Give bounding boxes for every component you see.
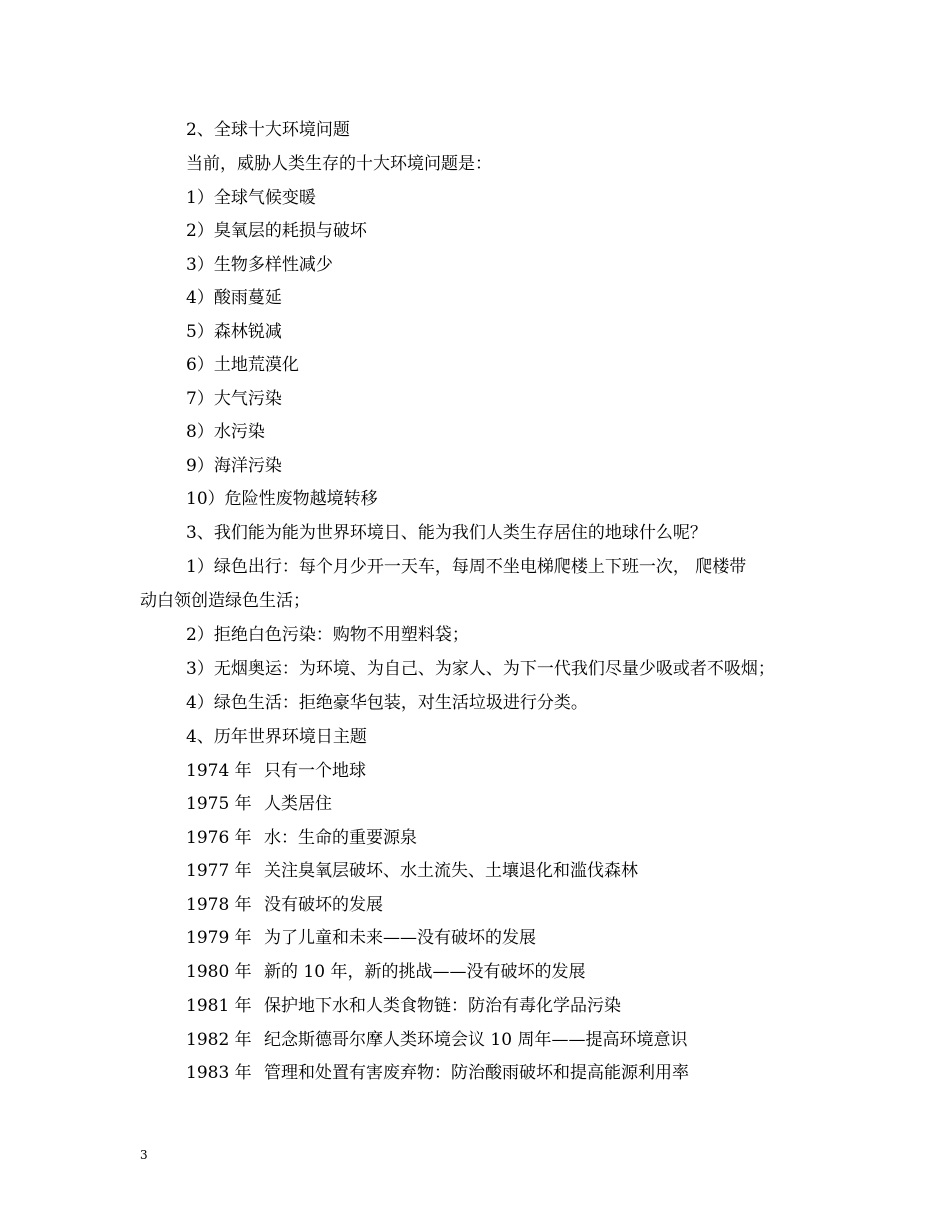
theme-row [186, 827, 417, 849]
list-item: 8）水污染 [186, 422, 265, 442]
theme-row [186, 860, 638, 882]
list-item: 2）臭氧层的耗损与破坏 [186, 221, 367, 241]
list-item: 3）生物多样性减少 [186, 255, 333, 275]
theme-year: 1982 年 [186, 1030, 252, 1050]
theme-year: 1977 年 [186, 861, 252, 881]
list-item: 9）海洋污染 [186, 456, 282, 476]
theme-row [186, 995, 621, 1017]
section3-item1-line1: 1）绿色出行：每个月少开一天车，每周不坐电梯爬楼上下班一次， 爬楼带 [186, 557, 747, 577]
theme-year: 1981 年 [186, 996, 252, 1016]
section3-item1-line2: 动白领创造绿色生活； [140, 591, 310, 611]
theme-text: 没有破坏的发展 [264, 895, 383, 915]
section3-item3: 3）无烟奥运：为环境、为自己、为家人、为下一代我们尽量少吸或者不吸烟； [186, 659, 775, 679]
list-item: 1）全球气候变暖 [186, 188, 316, 208]
list-item: 5）森林锐减 [186, 322, 282, 342]
theme-text: 只有一个地球 [264, 761, 366, 781]
section3-heading: 3、我们能为能为世界环境日、能为我们人类生存居住的地球什么呢？ [186, 523, 707, 543]
theme-row [186, 1029, 687, 1051]
theme-row [186, 927, 536, 949]
theme-year: 1978 年 [186, 895, 252, 915]
theme-text: 管理和处置有害废弃物：防治酸雨破坏和提高能源利用率 [264, 1063, 689, 1083]
list-item: 7）大气污染 [186, 389, 282, 409]
list-item: 6）土地荒漠化 [186, 355, 299, 375]
theme-text: 新的 10 年，新的挑战——没有破坏的发展 [264, 962, 586, 982]
section2-heading: 2、全球十大环境问题 [186, 120, 350, 140]
theme-year: 1980 年 [186, 962, 252, 982]
list-item: 10）危险性废物越境转移 [186, 489, 378, 509]
list-item: 4）酸雨蔓延 [186, 288, 282, 308]
theme-year: 1975 年 [186, 794, 252, 814]
theme-year: 1979 年 [186, 928, 252, 948]
section3-item4: 4）绿色生活：拒绝豪华包装，对生活垃圾进行分类。 [186, 693, 588, 713]
theme-row [186, 961, 585, 983]
theme-text: 为了儿童和未来——没有破坏的发展 [264, 928, 536, 948]
page-number: 3 [140, 1148, 148, 1162]
section4-heading: 4、历年世界环境日主题 [186, 727, 367, 747]
theme-year: 1976 年 [186, 828, 252, 848]
theme-row [186, 760, 366, 782]
theme-year: 1974 年 [186, 761, 252, 781]
section3-item2: 2）拒绝白色污染：购物不用塑料袋； [186, 625, 469, 645]
theme-row [186, 793, 332, 815]
theme-text: 水：生命的重要源泉 [264, 828, 417, 848]
theme-row [186, 1062, 689, 1084]
theme-text: 保护地下水和人类食物链：防治有毒化学品污染 [264, 996, 621, 1016]
theme-text: 关注臭氧层破坏、水土流失、土壤退化和滥伐森林 [264, 861, 638, 881]
theme-text: 人类居住 [264, 794, 332, 814]
theme-row [186, 894, 383, 916]
theme-text: 纪念斯德哥尔摩人类环境会议 10 周年——提高环境意识 [264, 1030, 688, 1050]
theme-year: 1983 年 [186, 1063, 252, 1083]
section2-intro: 当前，威胁人类生存的十大环境问题是： [186, 154, 492, 174]
